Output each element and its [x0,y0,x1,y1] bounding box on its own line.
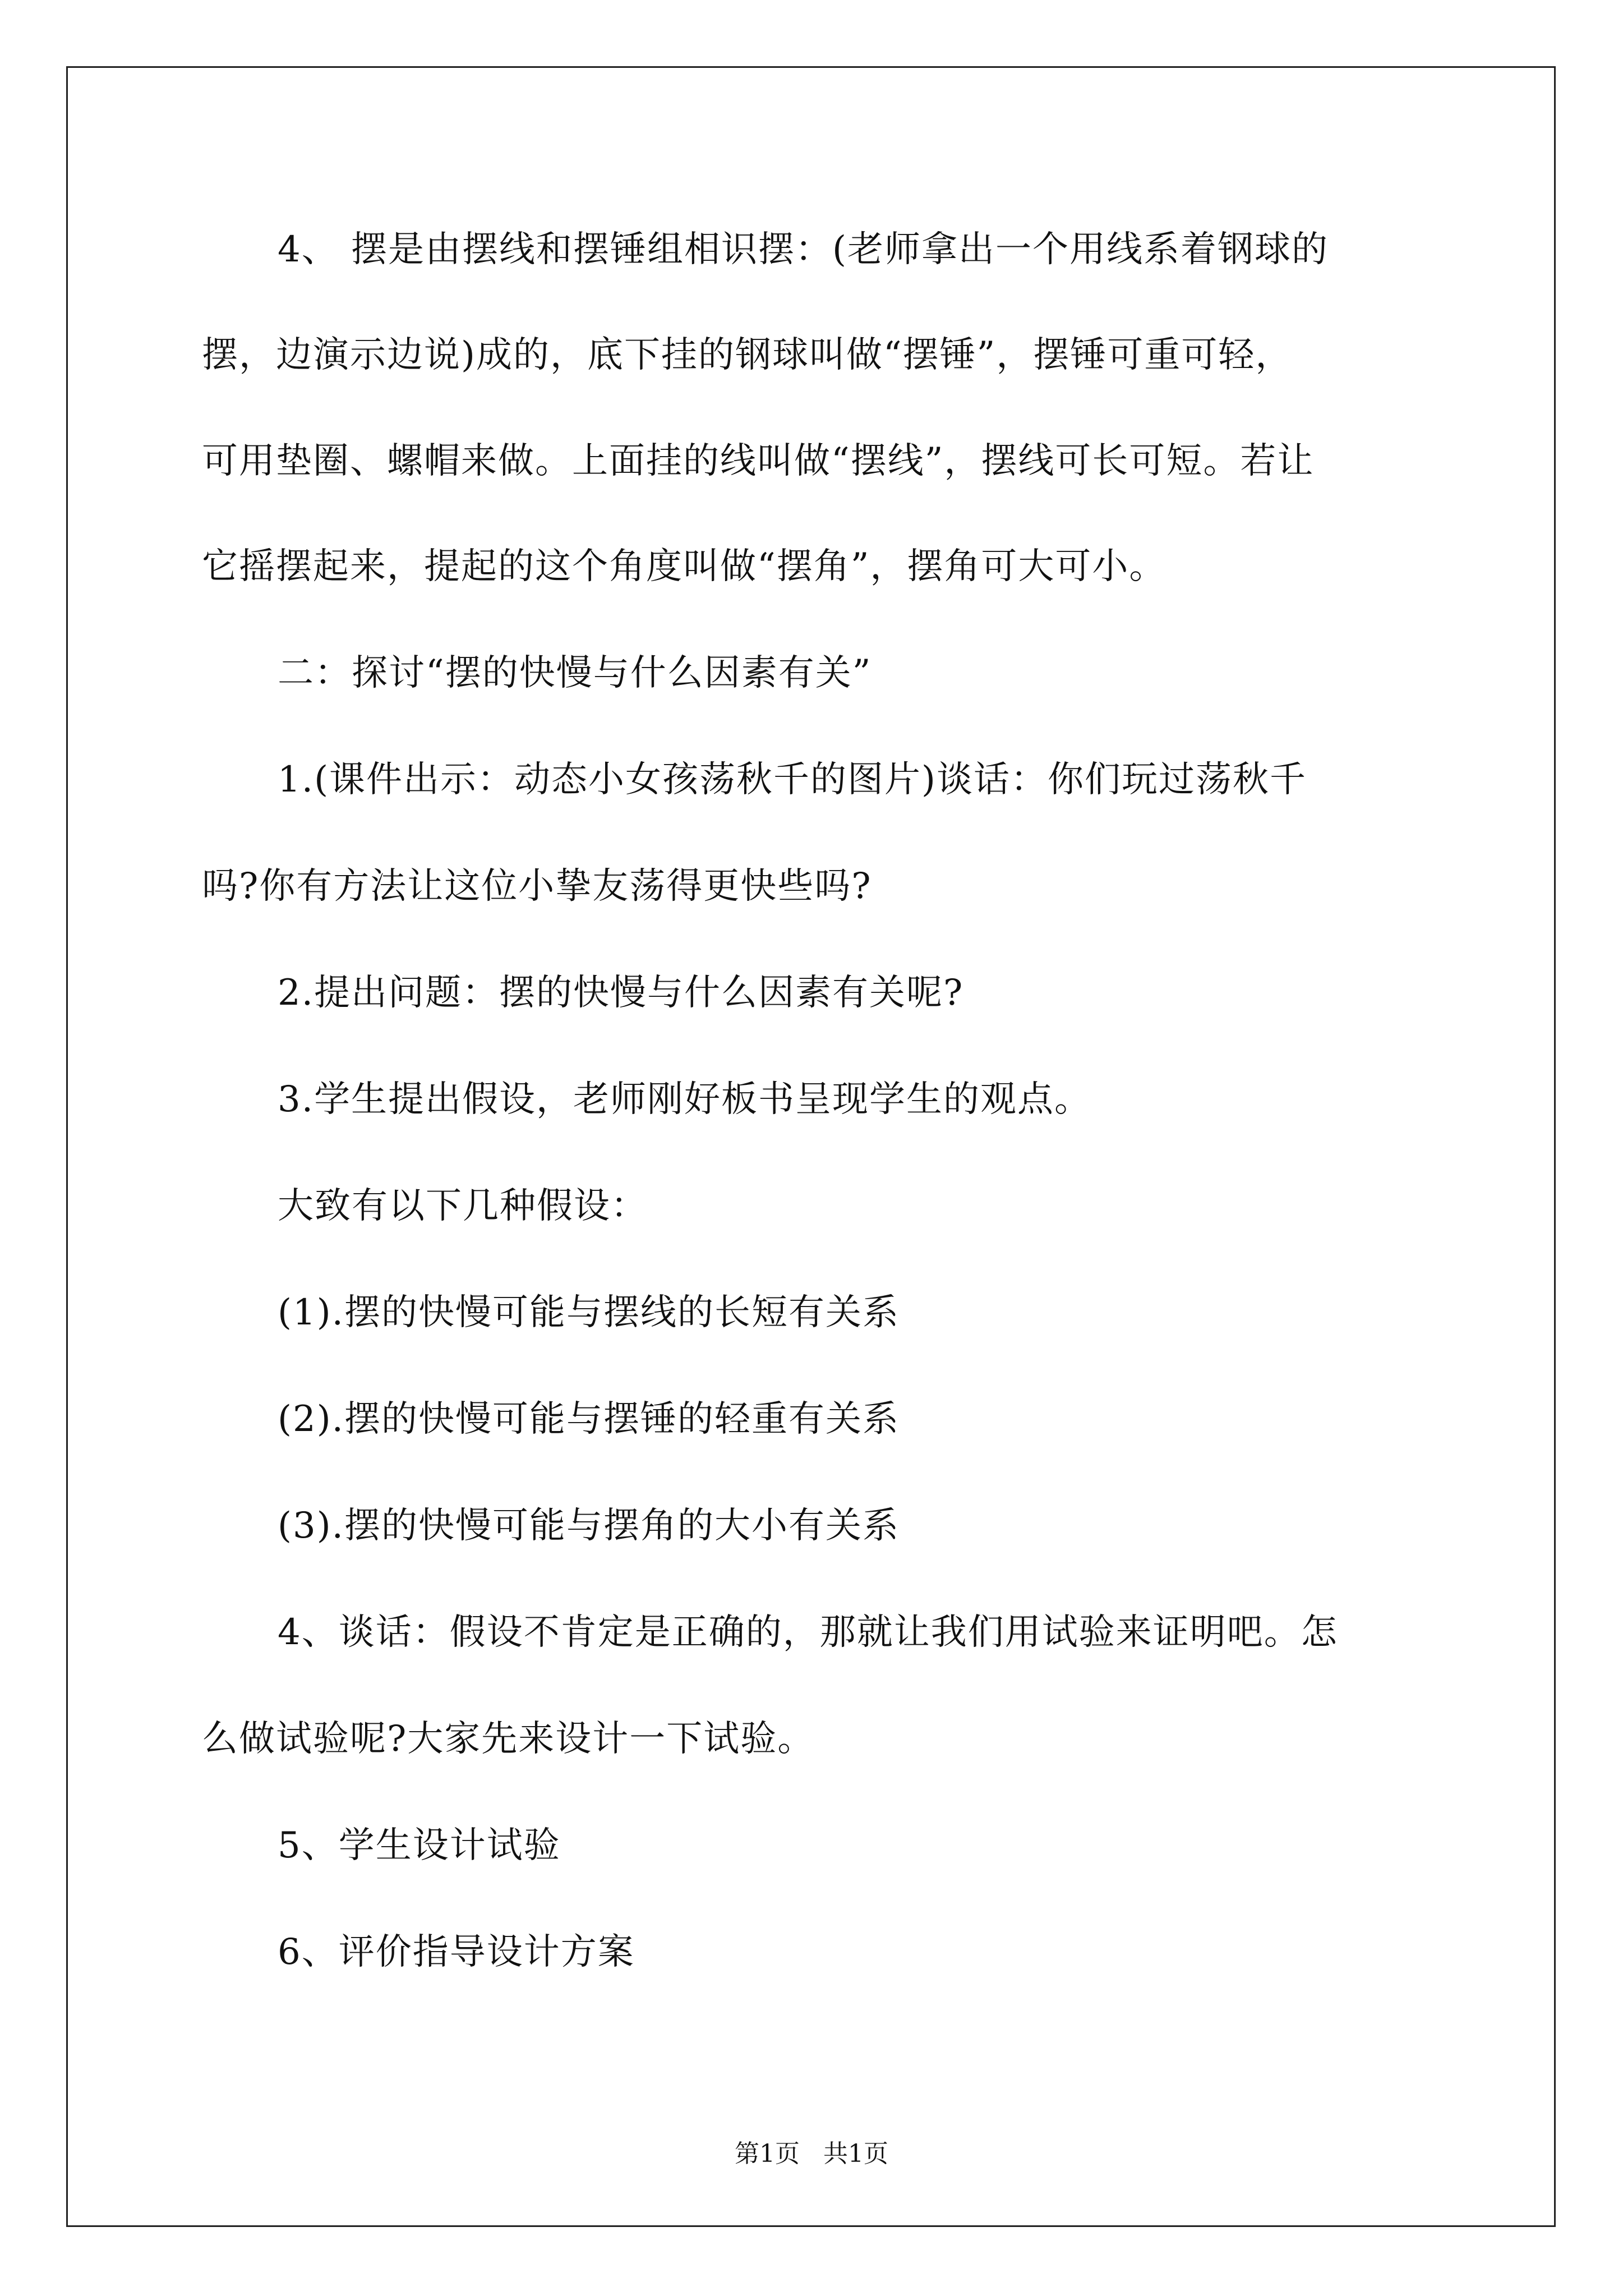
paragraph-line: 摆，边演示边说)成的，底下挂的钢球叫做“摆锤”，摆锤可重可轻， [202,334,1293,376]
paragraph-line: 4、 摆是由摆线和摆锤组相识摆：(老师拿出一个用线系着钢球的 [278,229,1329,270]
paragraph-line: 4、谈话：假设不肯定是正确的，那就让我们用试验来证明吧。怎 [278,1612,1338,1653]
paragraph-line: 1.(课件出示：动态小女孩荡秋千的图片)谈话：你们玩过荡秋千 [278,759,1307,800]
paragraph-line: 吗?你有方法让这位小挚友荡得更快些吗? [202,866,872,907]
paragraph-line: 大致有以下几种假设： [278,1185,648,1227]
paragraph-line: 么做试验呢?大家先来设计一下试验。 [202,1718,815,1760]
paragraph-line: 2.提出问题：摆的快慢与什么因素有关呢? [278,972,964,1014]
list-item: (1).摆的快慢可能与摆线的长短有关系 [278,1292,900,1333]
paragraph-line: 5、学生设计试验 [278,1825,561,1866]
list-item: (3).摆的快慢可能与摆角的大小有关系 [278,1505,900,1547]
paragraph-line: 可用垫圈、螺帽来做。上面挂的线叫做“摆线”，摆线可长可短。若让 [202,440,1315,482]
page-footer: 第1页 共1页 [735,2139,888,2168]
paragraph-line: 3.学生提出假设，老师刚好板书呈现学生的观点。 [278,1079,1092,1120]
section-heading: 二：探讨“摆的快慢与什么因素有关” [278,652,872,694]
paragraph-line: 它摇摆起来，提起的这个角度叫做“摆角”，摆角可大可小。 [202,546,1166,587]
paragraph-line: 6、评价指导设计方案 [278,1931,635,1973]
list-item: (2).摆的快慢可能与摆锤的轻重有关系 [278,1398,900,1440]
page-border [66,66,1556,2227]
